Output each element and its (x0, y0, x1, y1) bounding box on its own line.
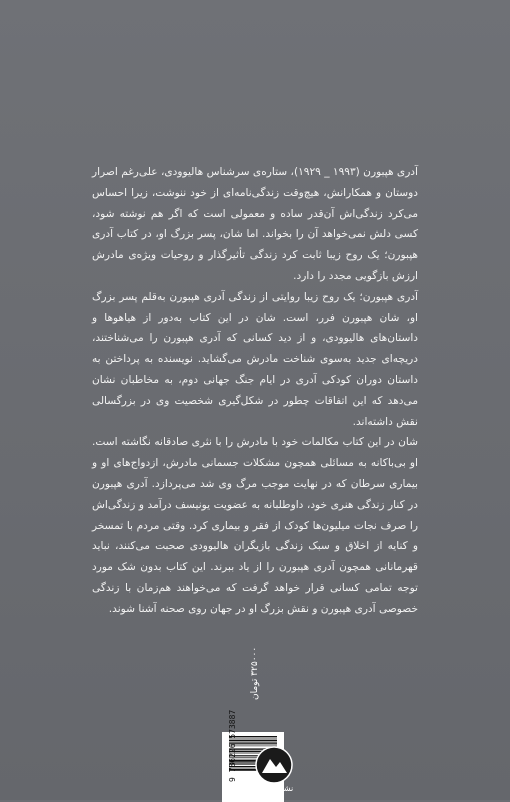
blurb-paragraph-1: آدری هپبورن (۱۹۹۳ _ ۱۹۲۹)، ستاره‌ی سرشناس هالیوودی، علی‌رغم اصرار دوستان و همکارانش، هیچ‌وقت زندگی‌نامه‌ای از خود ننوشت، زیرا احساس می‌کرد زندگی‌اش آن‌قدر ساده و معمولی است که اگر هم نوشته شود، کسی دلش نمی‌خواهد آن را بخواند. اما شان، پسر بزرگ او، در کتاب آدری هپبورن؛ یک روح زیبا ثابت کرد زندگی تأثیرگذار و روحیات ویژه‌ی مادرش ارزش بازگویی مجدد را دارد. (92, 166, 418, 282)
blurb-text (92, 162, 418, 620)
mountain-logo-icon (254, 745, 294, 785)
isbn-number: 9 786226 573887 (228, 709, 237, 782)
publisher-name: نشر میلکان (254, 784, 294, 793)
price-label: ۳۲۵۰۰۰ تومان (250, 646, 260, 700)
blurb-paragraph-2: آدری هپبورن؛ یک روح زیبا روایتی از زندگی آدری هپبورن به‌قلم پسر بزرگ او، شان هپبورن فرر، است. شان در این کتاب به‌دور از هیاهوها و داستان‌های هالیوودی، و از دید کسانی که آدری هپبورن را می‌شناختند، دریچه‌ای جدید به‌سوی شناخت مادرش می‌گشاید. نویسنده به پرداختن به داستان دوران کودکی آدری در ایام جنگ جهانی دوم، به مخاطبان نشان می‌دهد که این اتفاقات چطور در شکل‌گیری شخصیت وی در بزرگسالی نقش داشته‌اند. (92, 290, 418, 428)
blurb-paragraph-3: شان در این کتاب مکالمات خود با مادرش را با نثری صادقانه نگاشته است. او بی‌باکانه به مسائلی همچون مشکلات جسمانی مادرش، ازدواج‌های او و بیماری سرطان که در نهایت موجب مرگ وی شد می‌پردازد. آدری هپبورن در کنار زندگی هنری خود، داوطلبانه به عضویت یونیسف درآمد و زندگی‌اش را صرف نجات میلیون‌ها کودک از فقر و بیماری کرد. وقتی مردم با تمسخر و کنایه از اخلاق و سبک زندگی بازیگران هالیوودی صحبت می‌کنند، نباید قهرمانانی همچون آدری هپبورن را از یاد ببرند. این کتاب بدون شک مورد توجه تمامی کسانی قرار خواهد گرفت که می‌خواهند هم‌زمان با زندگی خصوصی آدری هپبورن و نقش بزرگ او در جهان روی صحنه آشنا شوند. (92, 436, 418, 615)
